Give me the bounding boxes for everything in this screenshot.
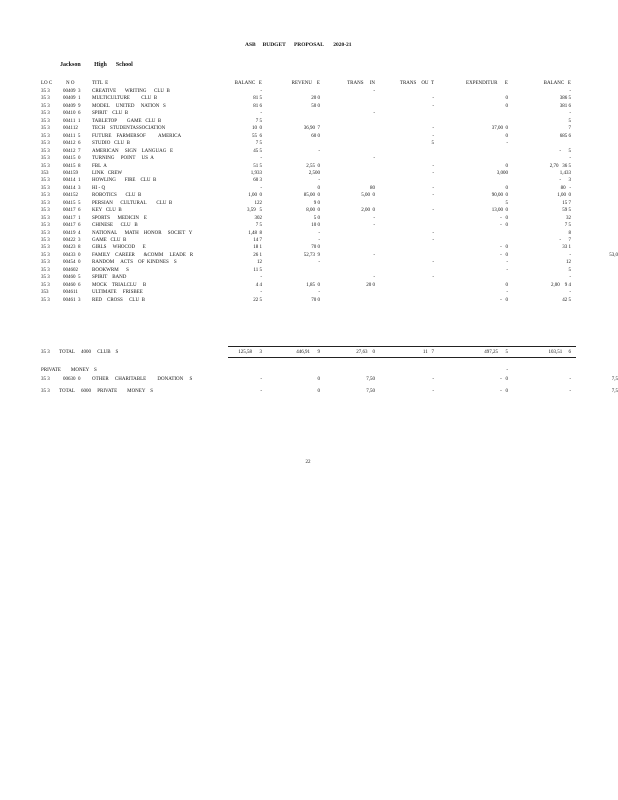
row-bal2: -	[569, 275, 571, 281]
total-rule-bottom	[228, 357, 576, 358]
row-title: MOCK TRIALCLU B	[92, 282, 147, 288]
row-rev: 5 0	[313, 215, 320, 221]
row-rev: -	[318, 260, 320, 266]
private-total-bal2: -	[569, 389, 571, 394]
row-bal: 7 5	[255, 118, 262, 124]
row-title: NATIONAL MATH HONOR SOCIET Y	[92, 230, 193, 236]
row-tout: -	[432, 377, 434, 382]
row-loc: 35 3	[41, 252, 50, 258]
row-title: ROBOTICS CLU B	[92, 193, 142, 199]
row-tin: 80	[370, 185, 375, 191]
row-number: 00630 0	[63, 377, 81, 382]
row-rev: -	[318, 290, 320, 296]
row-bal: 18 1	[253, 245, 262, 251]
row-tin: 20 0	[366, 282, 375, 288]
row-bal: 12	[257, 260, 262, 266]
row-tin: -	[373, 89, 375, 94]
row-bal2: 5	[568, 267, 571, 273]
row-tout: -	[432, 103, 434, 109]
row-number: 00460 5	[63, 275, 81, 281]
col-header-trans-in: TRANS IN	[347, 81, 375, 86]
row-bal2: 33 1	[562, 245, 571, 251]
private-total-rev: 0	[317, 389, 320, 394]
row-tin: -	[373, 223, 375, 229]
row-number: 00414 1	[63, 178, 81, 184]
row-title: TECH STUDENTASSOCIATION	[92, 126, 166, 132]
row-bal: 122	[254, 200, 262, 206]
row-bal: 7 5	[255, 223, 262, 229]
row-title: HOWLING FIRE CLU B	[92, 178, 157, 184]
row-loc: 35 3	[41, 118, 50, 124]
row-title: AMERICAN SIGN LANGUAG E	[92, 148, 174, 154]
row-exp: - 0	[500, 252, 508, 258]
row-loc: 353	[41, 290, 49, 296]
club-total-label: TOTAL 4000 CLUB S	[59, 350, 119, 355]
row-title: PERSIAN CULTURAL CLU B	[92, 200, 173, 206]
row-bal2: -	[569, 156, 571, 162]
row-rev: -	[318, 230, 320, 236]
row-title: SPORTS MEDICIN E	[92, 215, 147, 221]
row-rev: 70 0	[311, 297, 320, 303]
row-rev: 36,90 7	[303, 126, 320, 132]
row-bal2: 1,00 0	[557, 193, 571, 199]
row-bal2: 59 5	[562, 208, 571, 214]
row-loc: 35 3	[41, 267, 50, 273]
row-exp: - 0	[500, 223, 508, 229]
row-tout: -	[432, 126, 434, 132]
row-bal2: 15 7	[562, 200, 571, 206]
row-number: 004611	[63, 290, 78, 296]
row-tin: 7,50	[366, 377, 375, 382]
row-loc: 35 3	[41, 260, 50, 266]
private-total-tin: 7,50	[366, 389, 375, 394]
row-bal: 1,933	[250, 170, 262, 176]
col-header-loc: LO C	[41, 81, 53, 86]
row-bal2: 1,433	[559, 170, 571, 176]
row-tout: -	[432, 170, 434, 176]
row-title: BOOKWRM S	[92, 267, 129, 273]
row-loc: 35 3	[41, 297, 50, 303]
row-number: 004152	[63, 193, 78, 199]
row-rev: 10 0	[311, 223, 320, 229]
row-rev: 8,00 0	[306, 208, 320, 214]
row-bal: -	[260, 156, 262, 162]
row-tout: -	[432, 238, 434, 243]
col-header-no: N O	[66, 81, 75, 86]
row-number: 00409 9	[63, 103, 81, 109]
row-bal: 1,48 8	[248, 230, 262, 236]
row-loc: 35 3	[41, 193, 50, 199]
row-loc: 35 3	[41, 275, 50, 281]
row-rev: -	[318, 238, 320, 243]
row-bal: -	[260, 111, 262, 117]
row-number: 004602	[63, 267, 78, 273]
row-number: 00460 6	[63, 282, 81, 288]
row-tout: -	[432, 185, 434, 191]
row-exp: 0	[505, 163, 508, 169]
row-exp: 37,00 0	[491, 126, 508, 132]
row-title: CREATIVE WRITING CLU B	[92, 89, 170, 94]
row-number: 00419 4	[63, 230, 81, 236]
row-exp: 3,000	[496, 170, 508, 176]
row-number: 00454 0	[63, 260, 81, 266]
club-total-exp: 497,25 5	[484, 350, 508, 355]
row-tin: -	[373, 275, 375, 281]
row-exp: 0	[505, 185, 508, 191]
row-loc: 35 3	[41, 200, 50, 206]
row-bal2: 2,70 36 5	[549, 163, 571, 169]
row-number: 00415 0	[63, 156, 81, 162]
row-loc: 35 3	[41, 148, 50, 154]
club-total-tout: 11 7	[422, 350, 434, 355]
row-bal2: -	[569, 290, 571, 296]
col-header-expenditure: EXPENDITUR E	[466, 81, 508, 86]
row-number: 00414 3	[63, 185, 81, 191]
row-rev: 70 0	[311, 245, 320, 251]
row-bal2: 5	[568, 118, 571, 124]
row-tout: 5	[431, 141, 434, 147]
row-rev: 2,500	[308, 170, 320, 176]
row-bal2: -	[569, 252, 571, 258]
row-bal: 60 3	[253, 178, 262, 184]
col-header-balance: BALANC E	[234, 81, 262, 86]
row-number: 00410 6	[63, 111, 81, 117]
row-bal2: 381 6	[559, 103, 571, 109]
row-tout: -	[432, 208, 434, 214]
club-total-rev: 446,91 9	[296, 350, 320, 355]
col-header-trans-out: TRANS OU T	[399, 81, 434, 86]
row-rev: 20 0	[311, 96, 320, 102]
row-loc: 35 3	[41, 133, 50, 139]
row-bal: -	[260, 290, 262, 296]
row-loc: 35 3	[41, 96, 50, 102]
row-exp: 13,00 0	[491, 208, 508, 214]
row-number: 004159	[63, 170, 78, 176]
row-bal: 51 5	[253, 163, 262, 169]
row-bal2: 8	[568, 230, 571, 236]
row-tout: -	[432, 193, 434, 199]
row-bal2: 7 5	[564, 223, 571, 229]
private-total-extra: 7,5	[611, 389, 618, 394]
row-bal: 10 0	[252, 126, 262, 132]
report-title: ASB BUDGET PROPOSAL 2020-21	[245, 42, 352, 48]
row-bal: 3,59 5	[247, 208, 262, 214]
row-bal: 81 5	[253, 96, 262, 102]
row-bal2: - 5	[559, 148, 571, 154]
row-rev: 52,73 9	[303, 252, 320, 258]
row-title: GIRLS WHOCOD E	[92, 245, 146, 251]
row-number: 00409 1	[63, 96, 81, 102]
row-exp: -	[506, 267, 508, 273]
row-exp: 0	[505, 96, 508, 102]
row-bal: -	[260, 185, 262, 191]
row-exp: 90,00 0	[491, 193, 508, 199]
row-number: 00433 0	[63, 252, 81, 258]
row-bal: 302	[254, 215, 262, 221]
private-section-heading: PRIVATE MONEY S	[41, 368, 97, 373]
row-title: TURNING POINT US A	[92, 156, 154, 162]
total-rule-top	[228, 346, 576, 347]
row-number: 00409 3	[63, 89, 81, 94]
row-bal2: 80 -	[560, 185, 571, 191]
row-rev: 2,55 0	[306, 163, 320, 169]
row-exp: - 0	[500, 215, 508, 221]
row-bal: -	[260, 89, 262, 94]
row-tin: -	[373, 252, 375, 258]
row-rev: 85,00 0	[303, 193, 320, 199]
row-number: 00415 8	[63, 163, 81, 169]
row-bal2: - 7	[559, 238, 571, 243]
row-loc: 35 3	[41, 89, 50, 94]
row-bal: 81 6	[253, 103, 262, 109]
row-rev: 60 0	[311, 133, 320, 139]
row-bal2: 32	[566, 215, 571, 221]
row-title: FAMILY CAREER &COMM LEADE R	[92, 252, 194, 258]
row-bal2: -	[569, 111, 571, 117]
row-rev: 9 0	[313, 200, 320, 206]
row-rev: 1,85 0	[306, 282, 320, 288]
row-loc: 35 3	[41, 103, 50, 109]
row-number: 00422 3	[63, 238, 81, 243]
row-number: 00412 7	[63, 148, 81, 154]
row-title: FBL A	[92, 163, 107, 169]
row-exp: - 0	[500, 297, 508, 303]
row-exp: 0	[505, 282, 508, 288]
row-tout: -	[432, 230, 434, 236]
row-bal2: 386 5	[559, 96, 571, 102]
row-title: TABLETOP GAME CLU B	[92, 118, 162, 124]
row-tout: -	[432, 260, 434, 266]
row-title: RANDOM ACTS OF KINDNES S	[92, 260, 177, 266]
row-number: 00417 1	[63, 215, 81, 221]
row-tin: -	[373, 156, 375, 162]
row-title: SPIRIT CLU B	[92, 111, 129, 117]
row-title: RED CROSS CLU B	[92, 297, 145, 303]
row-bal: 4 4	[255, 282, 262, 288]
row-rev: 0	[317, 377, 320, 382]
row-number: 00411 5	[63, 133, 81, 139]
row-title: ULTIMATE FRISBEE	[92, 290, 143, 296]
row-title: OTHER CHARITABLE DONATION S	[92, 377, 193, 382]
club-total-bal2: 103,51 6	[548, 350, 571, 355]
row-loc: 35 3	[41, 163, 50, 169]
row-extra: 53,0	[609, 252, 618, 258]
row-bal: 55 6	[252, 133, 262, 139]
private-total-label: TOTAL 6000 PRIVATE MONEY S	[59, 389, 154, 394]
row-bal: 14 7	[253, 238, 262, 243]
row-tout: -	[432, 133, 434, 139]
row-bal2: -	[569, 377, 571, 382]
club-total-tin: 27,63 0	[356, 350, 375, 355]
row-exp: 0	[505, 133, 508, 139]
row-loc: 35 3	[41, 223, 50, 229]
row-title: STUDIO CLU B	[92, 141, 130, 147]
row-loc: 35 3	[41, 245, 50, 251]
row-loc: 35 3	[41, 282, 50, 288]
row-bal2: -	[569, 89, 571, 94]
row-number: 00417 6	[63, 223, 81, 229]
row-bal: 26 1	[253, 252, 262, 258]
row-loc: 35 3	[41, 141, 50, 147]
row-rev: -	[318, 148, 320, 154]
row-number: 00423 8	[63, 245, 81, 251]
row-bal2: 7	[568, 126, 571, 132]
row-bal: 1,00 0	[248, 193, 262, 199]
row-number: 00461 3	[63, 297, 81, 303]
row-loc: 35 3	[41, 185, 50, 191]
row-loc: 35 3	[41, 377, 50, 382]
row-bal: 11 5	[253, 267, 262, 273]
row-exp: 0	[505, 103, 508, 109]
page-number: 22	[305, 460, 311, 465]
row-title: GAME CLU B	[92, 238, 127, 243]
row-loc: 35 3	[41, 208, 50, 214]
row-tout: -	[432, 96, 434, 102]
row-exp: - 0	[500, 377, 508, 382]
row-title: CHINESE CLU B	[92, 223, 138, 229]
row-tin: 5,00 0	[361, 193, 375, 199]
row-title: MODEL UNITED NATION S	[92, 103, 166, 109]
row-exp: -	[506, 260, 508, 266]
row-title: SPIRIT BAND	[92, 275, 127, 281]
row-bal2: 685 6	[559, 133, 571, 139]
row-loc: 35 3	[41, 230, 50, 236]
row-title: FUTURE FARMERSOF AMERICA	[92, 133, 182, 139]
row-number: 00417 6	[63, 208, 81, 214]
row-number: 004112	[63, 126, 78, 132]
row-bal2: - 3	[559, 178, 571, 184]
row-number: 00415 5	[63, 200, 81, 206]
row-loc: 35 3	[41, 126, 50, 132]
row-loc: 35 3	[41, 111, 50, 117]
club-total-loc: 35 3	[41, 350, 50, 355]
row-tout: -	[432, 275, 434, 281]
row-exp: 5	[505, 200, 508, 206]
row-bal: -	[260, 377, 262, 382]
row-bal2: 2,00 9 4	[551, 282, 571, 288]
row-tin: 2,00 0	[361, 208, 375, 214]
row-bal: 45 5	[253, 148, 262, 154]
row-title: MULTICULTURE CLU B	[92, 96, 158, 102]
col-header-ending-balance: BALANC E	[543, 81, 571, 86]
row-bal2: 42 5	[562, 297, 571, 303]
row-bal: 7 5	[255, 141, 262, 147]
private-heading-dash: -	[506, 368, 508, 373]
row-tout: -	[432, 163, 434, 169]
row-loc: 353	[41, 170, 49, 176]
row-title: LINK CREW	[92, 170, 123, 176]
row-exp: - 0	[500, 245, 508, 251]
row-bal2: 12	[566, 260, 571, 266]
row-number: 00411 1	[63, 118, 81, 124]
row-exp: -	[506, 290, 508, 296]
private-total-exp: - 0	[500, 389, 508, 394]
private-total-bal: -	[260, 389, 262, 394]
col-header-revenue: REVENU E	[291, 81, 320, 86]
row-loc: 35 3	[41, 238, 50, 243]
row-loc: 35 3	[41, 178, 50, 184]
row-number: 00412 6	[63, 141, 81, 147]
col-header-title: TITL E	[92, 81, 109, 86]
row-rev: 50 0	[311, 103, 320, 109]
private-total-tout: -	[432, 389, 434, 394]
row-title: KEY CLU B	[92, 208, 122, 214]
row-rev: -	[318, 178, 320, 184]
row-tin: -	[373, 111, 375, 117]
row-extra: 7,5	[611, 377, 618, 382]
row-loc: 35 3	[41, 156, 50, 162]
school-name: Jackson High School	[60, 62, 133, 68]
row-rev: 0	[317, 185, 320, 191]
row-bal: -	[260, 275, 262, 281]
row-bal: 22 5	[253, 297, 262, 303]
row-title: HI - Q	[92, 185, 106, 191]
row-loc: 35 3	[41, 215, 50, 221]
row-tin: -	[373, 215, 375, 221]
club-total-bal: 125,58 3	[238, 350, 262, 355]
private-total-loc: 35 3	[41, 389, 50, 394]
row-exp: -	[506, 141, 508, 147]
